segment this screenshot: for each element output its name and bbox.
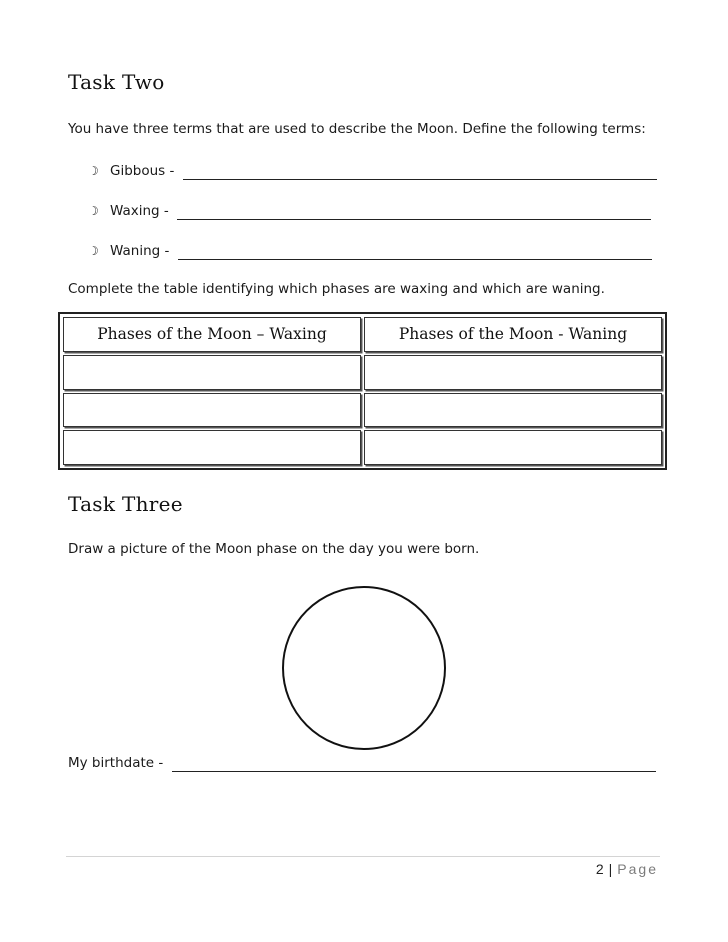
answer-line[interactable] [178, 243, 652, 260]
page-separator: | [608, 861, 613, 877]
table-cell[interactable] [364, 355, 662, 390]
term-gibbous [88, 160, 657, 180]
crescent-moon-icon: ☽ [88, 244, 99, 258]
table-cell[interactable] [63, 355, 361, 390]
table-header-waning: Phases of the Moon - Waning [364, 317, 662, 352]
birthdate-label: My birthdate - [68, 755, 168, 771]
term-label: Waxing - [110, 203, 174, 219]
crescent-moon-icon: ☽ [88, 164, 99, 178]
term-waning [88, 240, 652, 260]
table-header-waxing: Phases of the Moon – Waxing [63, 317, 361, 352]
crescent-moon-icon: ☽ [88, 204, 99, 218]
term-label: Waning - [110, 243, 174, 259]
page-word: Page [617, 861, 658, 877]
task-two-heading: Task Two [68, 70, 165, 94]
answer-line[interactable] [183, 163, 657, 180]
answer-line[interactable] [177, 203, 651, 220]
task-two-intro: You have three terms that are used to describe the Moon. Define the following terms: [68, 121, 646, 137]
table-instruction: Complete the table identifying which phases are waxing and which are waning. [68, 281, 605, 297]
moon-drawing-circle[interactable] [282, 586, 446, 750]
term-waxing [88, 200, 651, 220]
task-three-heading: Task Three [68, 492, 183, 516]
moon-phase-table [58, 312, 667, 470]
term-label: Gibbous - [110, 163, 179, 179]
table-cell[interactable] [63, 393, 361, 428]
task-three-instruction: Draw a picture of the Moon phase on the day you were born. [68, 541, 480, 557]
table-cell[interactable] [63, 430, 361, 465]
table-cell[interactable] [364, 393, 662, 428]
birthdate-field [68, 754, 656, 772]
birthdate-line[interactable] [172, 755, 656, 772]
table-cell[interactable] [364, 430, 662, 465]
page-number: 2 [595, 861, 604, 877]
footer-divider [66, 856, 660, 857]
page-footer [596, 861, 658, 877]
